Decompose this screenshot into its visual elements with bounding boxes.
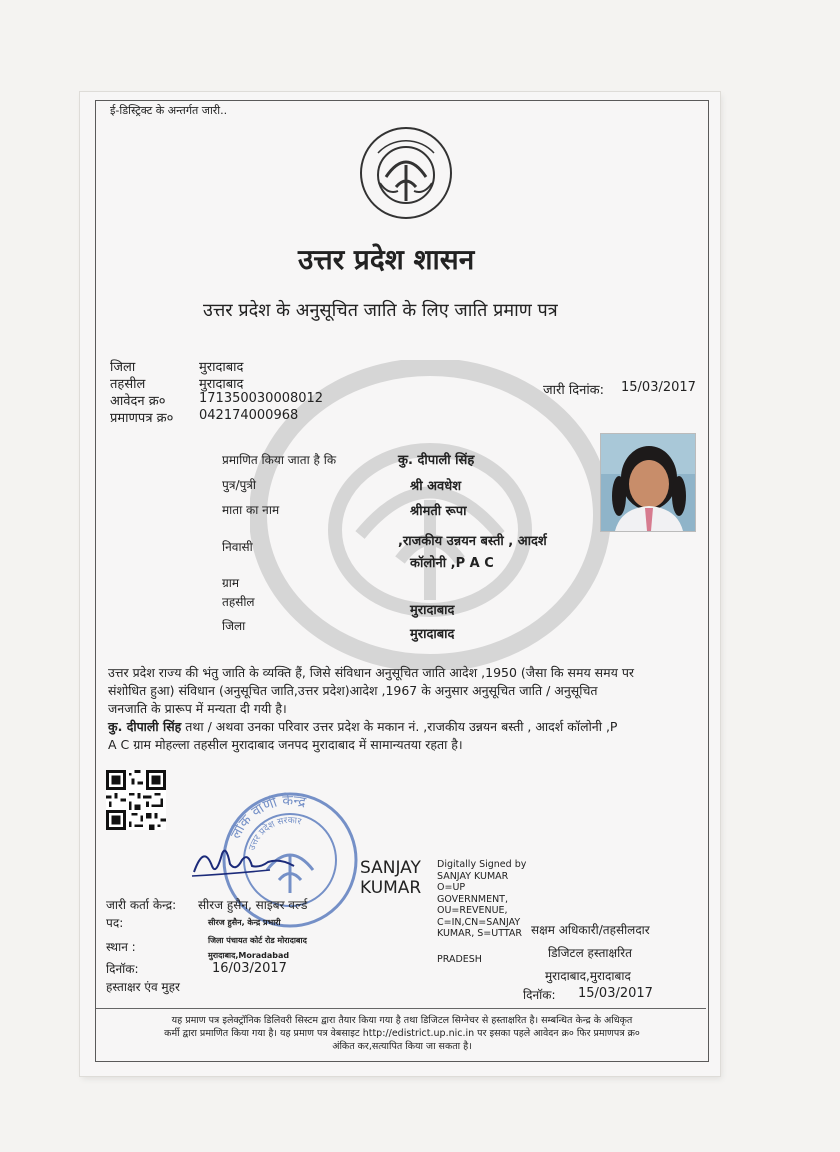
up-government-emblem: [358, 125, 454, 221]
residence-paragraph-name: कु. दीपाली सिंह: [108, 719, 182, 734]
district-value: मुरादाबाद: [199, 360, 244, 375]
mother-name-label: माता का नाम: [222, 503, 280, 517]
footer-divider: [96, 1008, 706, 1009]
resident-label: निवासी: [222, 540, 253, 554]
place-value-line2: मुरादाबाद,Moradabad: [208, 951, 290, 960]
caste-paragraph-line2: संशोधित हुआ) संविधान (अनुसूचित जाति,उत्तर प्रदेश)आदेश ,1967 के अनुसार अनुसूचित जाति / अनुसूचित: [108, 683, 598, 698]
caste-paragraph-line1: उत्तर प्रदेश राज्य की भंतु जाति के व्यक्ति हैं, जिसे संविधान अनुसूचित जाति आदेश ,1950 (जैसा कि समय समय पर: [108, 665, 635, 680]
digital-signature-line: GOVERNMENT,: [437, 893, 509, 905]
caste-paragraph: [108, 664, 698, 718]
digital-signature-line: KUMAR, S=UTTAR: [437, 928, 523, 939]
digital-signature-line: SANJAY KUMAR: [437, 870, 509, 882]
digital-signature-line: Digitally Signed by: [437, 859, 527, 870]
village-label: ग्राम: [222, 576, 240, 590]
digital-signature-line: O=UP: [437, 882, 466, 893]
issuing-center-value: सीरज हुसैन, साइबर वर्ल्ड: [198, 898, 308, 912]
officer-place: मुरादाबाद,मुरादाबाद: [545, 969, 631, 983]
caste-paragraph-line3: जनजाति के प्रारूप में मन्यता दी गयी है।: [108, 701, 287, 716]
digital-signer-name-line1: SANJAY: [360, 858, 421, 878]
issue-date-value: 15/03/2017: [621, 380, 696, 395]
officer-designation: सक्षम अधिकारी/तहसीलदार: [531, 923, 650, 937]
qr-code: [106, 770, 166, 830]
post-label: पद:: [106, 916, 124, 930]
resident-address-line2: कॉलोनी ,P A C: [410, 556, 494, 571]
footer-line1: यह प्रमाण पत्र इलेक्ट्रॉनिक डिलिवरी सिस्टम द्वारा तैयार किया गया है तथा डिजिटल सिग्नेचर से हस्ताक्षरित है। सम्बन्धित केन्द्र के अधिकृत: [171, 1015, 633, 1026]
issuing-center-label: जारी कर्ता केन्द्र:: [106, 898, 177, 912]
details-district-label: जिला: [222, 619, 246, 633]
tehsil-value: मुरादाबाद: [199, 377, 244, 392]
certified-label: प्रमाणित किया जाता है कि: [222, 453, 337, 467]
place-value-line1: जिला पंचायत कोर्ट रोड मोरादाबाद: [208, 936, 307, 945]
application-number-value: 171350030008012: [199, 391, 324, 406]
child-of-label: पुत्र/पुत्री: [222, 478, 257, 492]
father-name: श्री अवधेश: [410, 479, 462, 494]
resident-address-line1: ,राजकीय उन्नयन बस्ती , आदर्श: [398, 534, 547, 549]
issuer-date-value: 16/03/2017: [212, 961, 287, 976]
issued-under-note: ई-डिस्ट्रिक्ट के अन्तर्गत जारी..: [110, 104, 228, 117]
document-title: उत्तर प्रदेश शासन: [298, 243, 475, 276]
officer-date-value: 15/03/2017: [578, 986, 653, 1001]
officer-date-label: दिनॉक:: [523, 988, 556, 1002]
place-label: स्थान :: [106, 940, 136, 954]
residence-paragraph-line1: तथा / अथवा उनका परिवार उत्तर प्रदेश के मकान नं. ,राजकीय उन्नयन बस्ती , आदर्श कॉलोनी ,P: [181, 719, 618, 734]
details-district-value: मुरादाबाद: [410, 627, 455, 642]
applicant-name: कु. दीपाली सिंह: [398, 453, 475, 468]
digital-signature-line: OU=REVENUE,: [437, 905, 508, 916]
residence-paragraph: [108, 718, 698, 754]
district-label: जिला: [110, 360, 136, 375]
footer-note: [100, 1014, 704, 1053]
digital-signer-name-line2: KUMAR: [360, 878, 422, 898]
footer-line2: कर्मी द्वारा प्रमाणित किया गया है। यह प्रमाण पत्र वेबसाइट http://edistrict.up.nic.in पर इसका पहले आवेदन क्र० फिर प्रमाणपत्र क्र०: [164, 1028, 640, 1039]
certificate-number-value: 042174000968: [199, 408, 299, 423]
stamp-inner-text: उत्तर प्रदेश सरकार: [247, 815, 303, 852]
issuer-date-label: दिनॉक:: [106, 962, 139, 976]
footer-line3: अंकित कर,सत्यापित किया जा सकता है।: [332, 1041, 472, 1052]
document-subtitle: उत्तर प्रदेश के अनुसूचित जाति के लिए जाति प्रमाण पत्र: [203, 300, 558, 321]
issue-date-label: जारी दिनांक:: [543, 383, 605, 398]
digital-signature-line: C=IN,CN=SANJAY: [437, 916, 521, 928]
digital-signature-details: [437, 859, 526, 965]
stamp-outer-text: लोक वाणी केन्द्र: [227, 792, 308, 842]
digital-signer-name: [360, 858, 421, 898]
application-number-label: आवेदन क्र०: [110, 394, 166, 409]
details-tehsil-value: मुरादाबाद: [410, 603, 455, 618]
mother-name: श्रीमती रूपा: [410, 504, 467, 519]
digitally-signed-note: डिजिटल हस्ताक्षरित: [548, 946, 632, 960]
applicant-photo: [600, 433, 696, 532]
tehsil-label: तहसील: [110, 377, 146, 392]
details-tehsil-label: तहसील: [222, 595, 255, 609]
post-value: सीरज हुसैन, केन्द्र प्रभारी: [208, 918, 281, 927]
signature-seal-label: हस्ताक्षर एंव मुहर: [106, 980, 180, 994]
digital-signature-line: PRADESH: [437, 953, 482, 965]
residence-paragraph-line2: A C ग्राम मोहल्ला तहसील मुरादाबाद जनपद मुरादाबाद में सामान्यतया रहता है।: [108, 737, 463, 752]
handwritten-signature: [190, 836, 310, 881]
certificate-number-label: प्रमाणपत्र क्र०: [110, 411, 174, 426]
